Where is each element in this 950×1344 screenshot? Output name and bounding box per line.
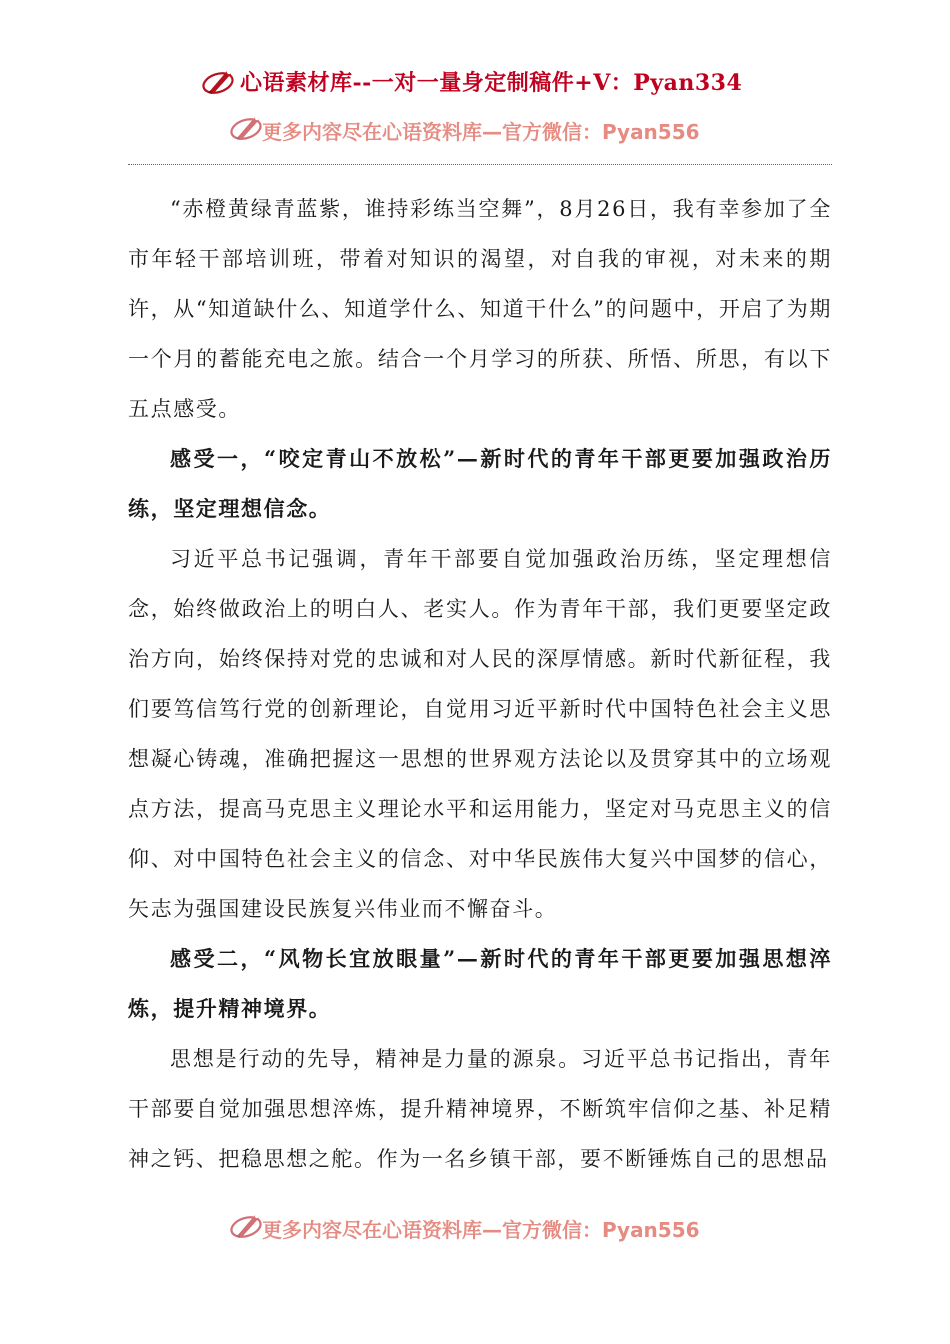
section-heading-2: 感受二，“风物长宜放眼量”—新时代的青年干部更要加强思想淬炼，提升精神境界。 xyxy=(128,946,832,1021)
section-paragraph-1: 习近平总书记强调，青年干部要自觉加强政治历练，坚定理想信念，始终做政治上的明白人、老实人。作为青年干部，我们更要坚定政治方向，始终保持对党的忠诚和对人民的深厚情感。新时代新征程，我们要笃信笃行党的创新理论，自觉用习近平新时代中国特色社会主义思想凝心铸魂，准确把握这一思想的世界观方法论以及贯穿其中的立场观点方法，提高马克思主义理论水平和运用能力，坚定对马克思主义的信仰、对中国特色社会主义的信念、对中华民族伟大复兴中国梦的信心，矢志为强国建设民族复兴伟业而不懈奋斗。 xyxy=(128,547,832,921)
header-title: 心语素材库--一对一量身定制稿件+V：Pyan334 xyxy=(240,70,743,96)
section-paragraph-2: 思想是行动的先导，精神是力量的源泉。习近平总书记指出，青年干部要自觉加强思想淬炼，提升精神境界，不断筑牢信仰之基、补足精神之钙、把稳思想之舵。作为一名乡镇干部，要不断锤炼自己的思想品 xyxy=(128,1047,832,1171)
watermark-bottom xyxy=(0,1210,950,1246)
document-body xyxy=(128,184,832,1184)
watermark-text: 更多内容尽在心语资料库—官方微信：Pyan556 xyxy=(262,120,700,144)
watermark-top xyxy=(0,112,950,148)
page-header xyxy=(0,64,950,100)
intro-paragraph: “赤橙黄绿青蓝紫，谁持彩练当空舞”，8月26日，我有幸参加了全市年轻干部培训班，带着对知识的渴望，对自我的审视，对未来的期许，从“知道缺什么、知道学什么、知道干什么”的问题中，开启了为期一个月的蓄能充电之旅。结合一个月学习的所获、所悟、所思，有以下五点感受。 xyxy=(128,197,832,421)
header-divider xyxy=(128,164,832,165)
pen-logo-icon xyxy=(200,66,240,96)
section-heading-1: 感受一，“咬定青山不放松”—新时代的青年干部更要加强政治历练，坚定理想信念。 xyxy=(128,446,832,521)
watermark-text: 更多内容尽在心语资料库—官方微信：Pyan556 xyxy=(262,1218,700,1242)
